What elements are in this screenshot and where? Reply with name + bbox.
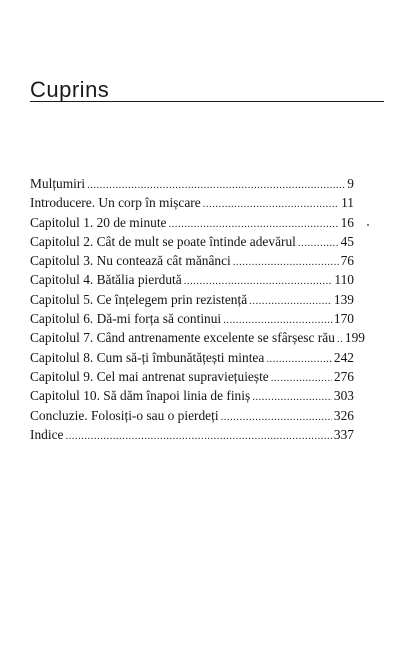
toc-entry-title: Capitolul 4. Bătălia pierdută: [30, 272, 182, 288]
toc-entry-title: Capitolul 7. Când antrenamente excelente se sfârșesc rău: [30, 330, 335, 346]
toc-entry: [30, 425, 354, 444]
toc-entry: [30, 270, 354, 289]
toc-page-number: 9: [347, 176, 354, 191]
toc-page-number: 276: [333, 368, 354, 384]
toc-entry: [30, 386, 354, 405]
toc-entry-title: Capitolul 8. Cum să-ți îmbunătățești mintea: [30, 349, 265, 365]
toc-dot-leader: [271, 369, 332, 388]
toc-dot-leader: [252, 388, 332, 407]
toc-entry-title: Concluzie. Folosiți-o sau o pierdeți: [30, 407, 219, 423]
toc-entry-title: Indice: [30, 426, 64, 442]
toc-entry: [30, 232, 354, 251]
toc-entry-title: Introducere. Un corp în mișcare: [30, 195, 201, 211]
toc-entry-title: Capitolul 6. Dă-mi forța să continui: [30, 311, 222, 327]
toc-entry-title: Capitolul 1. 20 de minute: [30, 214, 167, 230]
toc-dot-leader: [221, 408, 332, 427]
toc-page-number: 11: [341, 195, 354, 211]
table-of-contents: [30, 174, 365, 444]
toc-dot-leader: [203, 195, 339, 214]
toc-dot-leader: [65, 427, 331, 446]
toc-page-number: 110: [334, 272, 354, 288]
toc-page-number: 170: [333, 311, 354, 327]
stray-print-mark: [367, 224, 369, 226]
toc-page-number: 242: [333, 349, 354, 365]
toc-entry-title: Capitolul 5. Ce înțelegem prin rezistență: [30, 291, 248, 307]
toc-entry-title: Capitolul 3. Nu contează cât mănânci: [30, 253, 231, 269]
toc-entry: [30, 251, 354, 270]
toc-page-number: 45: [340, 233, 354, 249]
toc-entry: [30, 193, 354, 212]
toc-entry: [30, 348, 354, 367]
toc-entry: [30, 328, 365, 347]
toc-entry: [30, 174, 354, 193]
toc-page-number: 76: [340, 253, 354, 269]
heading-divider: [30, 101, 384, 102]
toc-entry-title: Capitolul 2. Cât de mult se poate întinde adevărul: [30, 233, 296, 249]
page-title: Cuprins: [30, 77, 110, 102]
toc-dot-leader: [298, 234, 339, 253]
toc-entry-title: Capitolul 10. Să dăm înapoi linia de finiș: [30, 388, 251, 404]
toc-dot-leader: [233, 253, 339, 272]
toc-page-number: 337: [333, 426, 354, 442]
toc-page-number: 199: [344, 330, 365, 346]
toc-page-number: 326: [333, 407, 354, 423]
toc-entry: [30, 309, 354, 328]
toc-entry: [30, 406, 354, 425]
toc-entry-title: Mulțumiri: [30, 176, 86, 191]
toc-dot-leader: [249, 292, 332, 311]
toc-dot-leader: [266, 350, 332, 369]
toc-page-number: 16: [340, 214, 354, 230]
toc-entry-title: Capitolul 9. Cel mai antrenat supraviețuiește: [30, 368, 269, 384]
toc-entry: [30, 367, 354, 386]
toc-entry: [30, 213, 354, 232]
toc-page-number: 139: [333, 291, 354, 307]
toc-entry: [30, 290, 354, 309]
toc-page-number: 303: [333, 388, 354, 404]
